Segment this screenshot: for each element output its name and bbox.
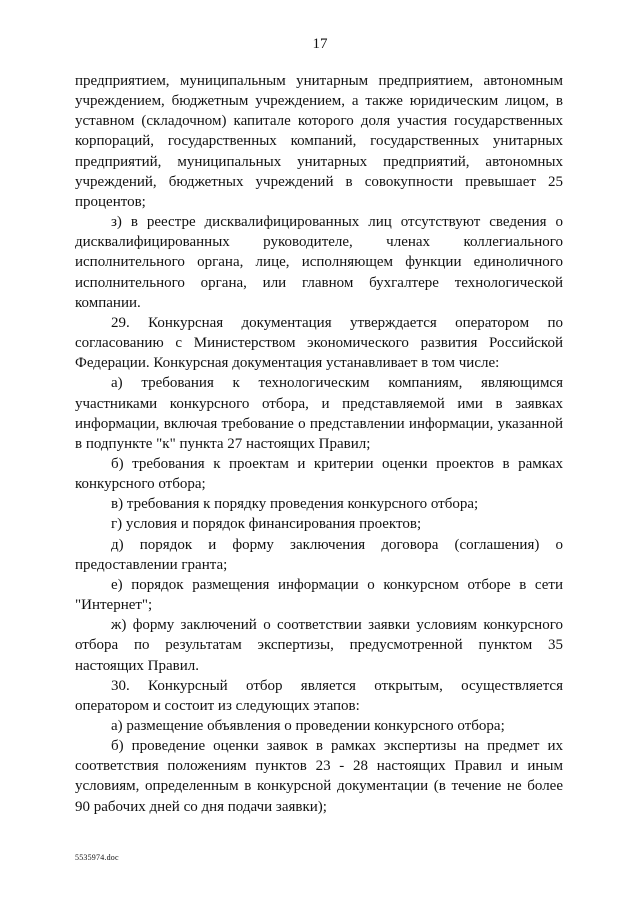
paragraph-29-item-g: г) условия и порядок финансирования проектов; (111, 516, 422, 533)
paragraph-30-item-a: а) размещение объявления о проведении конкурсного отбора; (111, 718, 505, 734)
page-number: 17 (312, 36, 328, 52)
paragraph-29-item-d: д) порядок и форму заключения договора (соглашения) о предоставлении гранта; (75, 536, 563, 573)
document-body (75, 71, 563, 817)
paragraph-1-continuation: предприятием, муниципальным унитарным предприятием, автономным учреждением, бюджетным учреждением, а также юридическим лицом, в уставном (складочном) капитале которого доля участия государственных корпораций, государственных компаний, государственных унитарных предприятий, муниципальных унитарных предприятий, автономных учреждений, бюджетных учреждений в совокупности превышает 25 процентов; (75, 73, 563, 210)
paragraph-29-item-b: б) требования к проектам и критерии оценки проектов в рамках конкурсного отбора; (75, 455, 563, 493)
paragraph-item-z: з) в реестре дисквалифицированных лиц отсутствуют сведения о дисквалифицированных руководителе, членах коллегиального исполнительного органа, лице, исполняющем функции единоличного исполнительного органа, или главном бухгалтере технологической компании. (75, 214, 563, 311)
paragraph-30-item-b: б) проведение оценки заявок в рамках экспертизы на предмет их соответствия положениям пунктов 23 - 28 настоящих Правил и иным условиям, определенным в конкурсной документации (в течение не более 90 рабочих дней со дня подачи заявки); (75, 738, 563, 815)
paragraph-29-item-a: а) требования к технологическим компаниям, являющимся участниками конкурсного отбора, и представляемой ими в заявках информации, включая требование о представлении информации, указанной в подпункте "к" пункта 27 настоящих Правил; (75, 375, 563, 452)
paragraph-29-item-e: е) порядок размещения информации о конкурсном отборе в сети "Интернет"; (75, 576, 563, 614)
paragraph-29-item-zh: ж) форму заключений о соответствии заявки условиям конкурсного отбора по результатам экспертизы, предусмотренной пунктом 35 настоящих Правил. (75, 617, 563, 674)
paragraph-29-item-v: в) требования к порядку проведения конкурсного отбора; (111, 496, 479, 513)
paragraph-29: 29. Конкурсная документация утверждается оператором по согласованию с Министерством экономического развития Российской Федерации. Конкурсная документация устанавливает в том числе: (75, 314, 563, 372)
paragraph-30: 30. Конкурсный отбор является открытым, осуществляется оператором и состоит из следующих этапов: (75, 677, 563, 714)
document-filename-footer: 5535974.doc (75, 853, 119, 862)
